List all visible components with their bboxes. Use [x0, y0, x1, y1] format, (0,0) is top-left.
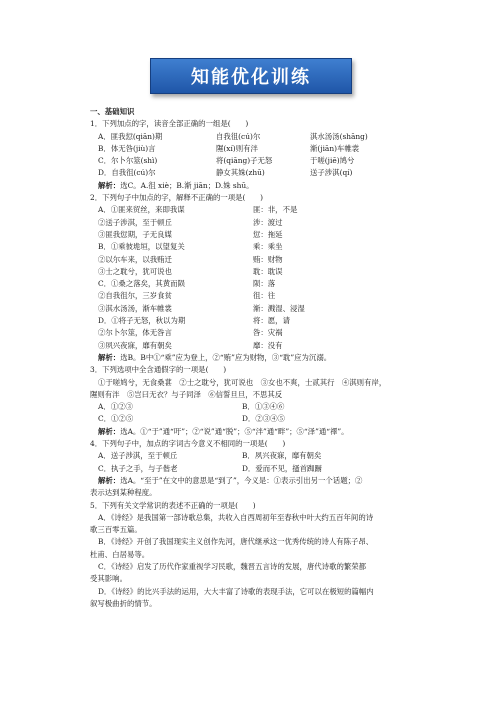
- option-text: 于嗟(jiē)鸠兮: [310, 156, 355, 166]
- option-sentence: D．①将子无怒，秋以为期: [98, 316, 186, 326]
- question-1-stem: 1．下列加点的字，读音全部正确的一组是( ): [90, 119, 249, 129]
- option-gloss: 陨：落: [253, 279, 276, 289]
- analysis-label: 解析：: [98, 426, 121, 436]
- question-3-options-row-1: [90, 401, 420, 413]
- option-text: 将(qiāng)子无怒: [216, 156, 273, 166]
- option-text: D．②③④⑤: [242, 414, 285, 424]
- page-title: 知能优化训练: [191, 67, 311, 88]
- option-text: C．①②⑤: [98, 414, 134, 424]
- option-gloss: 将：愿，请: [253, 316, 290, 326]
- question-4-analysis: [90, 475, 420, 487]
- question-2-option-line: [90, 241, 420, 253]
- option-gloss: 愆：拖延: [253, 229, 283, 239]
- question-2-option-line: [90, 278, 420, 290]
- question-3-items-continued: 隰则有泮 ⑤岂曰无衣？与子同泽 ⑥信誓旦旦，不思其反: [90, 389, 283, 399]
- analysis-text: 选B。B中①“乘”应为登上，②“贿”应为财物，③“耽”应为沉溺。: [120, 352, 332, 362]
- question-2-option-line: [90, 217, 420, 229]
- option-text: D．自我徂(cú)尔: [98, 168, 156, 178]
- question-2-option-line: [90, 229, 420, 241]
- analysis-text: 选A。“至于”在文中的意思是“到了”，今义是：①表示引出另一个话题；②: [120, 475, 363, 485]
- question-2-option-line: [90, 303, 420, 315]
- question-3-analysis: [90, 426, 420, 438]
- option-sentence: ②自我徂尔，三岁食贫: [98, 291, 172, 301]
- option-sentence: A．①匪来贸丝，来即我谋: [98, 205, 185, 215]
- question-4-options-row-1: [90, 450, 420, 462]
- option-sentence: ②送子涉淇，至于顿丘: [98, 217, 172, 227]
- question-5-stem: 5．下列有关文学常识的表述不正确的一项是( ): [90, 500, 256, 510]
- question-1-option-c: [90, 155, 420, 167]
- question-2-stem: 2．下列句子中加点的字，解释不正确的一项是( ): [90, 193, 264, 203]
- question-4-options-row-2: [90, 463, 420, 475]
- question-1-option-a: [90, 131, 420, 143]
- question-5-option-c: C．《诗经》启发了历代作家重视学习民歌，魏晋五言诗的发展，唐代诗歌的繁荣都: [98, 561, 367, 571]
- option-text: D．爱而不见，搔首踟蹰: [242, 463, 322, 473]
- question-2-option-line: [90, 266, 420, 278]
- question-2-option-line: [90, 204, 420, 216]
- option-sentence: ③士之耽兮，犹可说也: [98, 266, 172, 276]
- question-2-option-line: [90, 315, 420, 327]
- question-5-option-a-continued: 歌三百零五篇。: [90, 525, 142, 535]
- question-3-options-row-2: [90, 413, 420, 425]
- option-gloss: 渐：溅湿、浸湿: [253, 303, 305, 313]
- analysis-label: 解析：: [98, 475, 121, 485]
- option-text: C．执子之手，与子偕老: [98, 463, 178, 473]
- option-text: 自我徂(cú)尔: [216, 131, 261, 141]
- option-text: A．匪我愆(qiān)期: [98, 131, 163, 141]
- question-4-stem: 4．下列句子中，加点的字词古今意义不相同的一项是( ): [90, 439, 286, 449]
- option-gloss: 咎：灾祸: [253, 328, 283, 338]
- option-text: B．体无咎(jiù)言: [98, 143, 156, 153]
- question-4-analysis-continued: 表示达到某种程度。: [90, 488, 157, 498]
- option-sentence: ③夙兴夜寐，靡有朝矣: [98, 340, 172, 350]
- option-text: A．送子涉淇，至于顿丘: [98, 451, 178, 461]
- question-5-option-c-continued: 受其影响。: [90, 574, 127, 584]
- analysis-text: 选A。①“于”通“吁”；②“说”通“脱”；⑤“泮”通“畔”；⑤“泽”通“襗”。: [120, 426, 349, 436]
- option-sentence: ②以尔车来，以我贿迁: [98, 254, 172, 264]
- question-3-items: ①于嗟鸠兮，无食桑葚 ②士之耽兮，犹可说也 ③女也不爽，士贰其行 ④淇则有岸，: [98, 377, 387, 387]
- option-sentence: ②尔卜尔筮，体无咎言: [98, 328, 172, 338]
- question-5-option-d: D．《诗经》的比兴手法的运用，大大丰富了诗歌的表现手法，它可以在极短的篇幅内: [98, 586, 374, 596]
- option-gloss: 耽：耽误: [253, 266, 283, 276]
- question-5-option-b-continued: 杜甫、白居易等。: [90, 549, 150, 559]
- question-5-option-a: A．《诗经》是我国第一部诗歌总集，共收入自西周初年至春秋中叶大约五百年间的诗: [98, 512, 374, 522]
- question-3-stem: 3．下列选项中全含通假字的一项是( ): [90, 365, 227, 375]
- question-1-option-b: [90, 143, 420, 155]
- option-text: B．①③④⑥: [242, 402, 285, 412]
- option-gloss: 徂：往: [253, 291, 276, 301]
- analysis-label: 解析：: [98, 352, 121, 362]
- analysis-text: 选C。A.徂 xiè；B.渐 jiān；D.姝 shū。: [120, 180, 254, 190]
- option-text: B．夙兴夜寐，靡有朝矣: [242, 451, 322, 461]
- question-2-option-line: [90, 254, 420, 266]
- option-text: 静女其姝(zhū): [216, 168, 265, 178]
- question-2-option-line: [90, 327, 420, 339]
- option-gloss: 涉：渡过: [253, 217, 283, 227]
- option-text: 淇水汤汤(shāng): [310, 131, 368, 141]
- option-text: 送子涉淇(qí): [310, 168, 353, 178]
- option-gloss: 靡：没有: [253, 340, 283, 350]
- option-text: 隰(xí)则有泮: [216, 143, 258, 153]
- question-5-option-b: B．《诗经》开创了我国现实主义创作先河，唐代继承这一优秀传统的诗人有陈子昂、: [98, 537, 374, 547]
- option-sentence: C．①桑之落矣，其黄而陨: [98, 279, 185, 289]
- exercise-content: [90, 106, 420, 610]
- title-banner: [150, 58, 352, 94]
- option-text: C．尔卜尔筮(shì): [98, 156, 158, 166]
- analysis-label: 解析：: [98, 180, 121, 190]
- question-2-option-line: [90, 290, 420, 302]
- option-text: A．①②③: [98, 402, 133, 412]
- question-2-analysis: [90, 352, 420, 364]
- question-5-option-d-continued: 叙写极曲折的情节。: [90, 598, 157, 608]
- option-gloss: 乘：乘坐: [253, 242, 283, 252]
- option-sentence: ③淇水汤汤，渐车帷裳: [98, 303, 172, 313]
- option-gloss: 贿：财物: [253, 254, 283, 264]
- option-sentence: B．①乘彼垝垣，以望复关: [98, 242, 185, 252]
- option-sentence: ③匪我愆期，子无良媒: [98, 229, 172, 239]
- question-1-analysis: [90, 180, 420, 192]
- option-gloss: 匪：非，不是: [253, 205, 298, 215]
- option-text: 渐(jiān)车帷裳: [310, 143, 360, 153]
- section-heading: 一、基础知识: [90, 107, 135, 116]
- question-1-option-d: [90, 167, 420, 179]
- question-2-option-line: [90, 340, 420, 352]
